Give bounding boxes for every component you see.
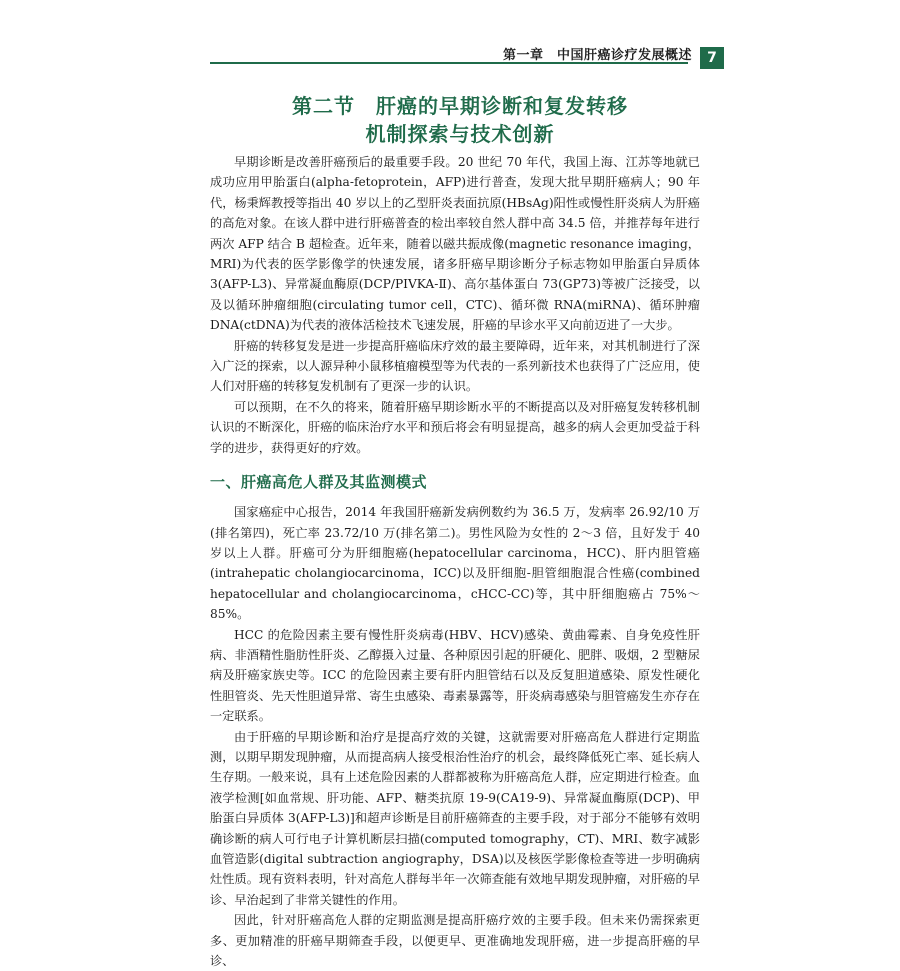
paragraph-conclusion: 因此，针对肝癌高危人群的定期监测是提高肝癌疗效的主要手段。但未来仍需探索更多、更加精准的肝癌早期筛查手段，以便更早、更准确地发现肝癌，进一步提高肝癌的早诊、 bbox=[210, 913, 700, 969]
section-title-line-2: 机制探索与技术创新 bbox=[365, 122, 555, 146]
paragraph-epidemiology: 国家癌症中心报告，2014 年我国肝癌新发病例数约为 36.5 万，发病率 26.92/10 万(排名第四)，死亡率 23.72/10 万(排名第二)。男性风险为女性的 2～3 倍，且好发于 40 岁以上人群。肝癌可分为肝细胞癌(hepatocellular carcinoma，HCC)、肝内胆管癌(intrahepatic cholangiocarcinoma，ICC)以及肝细胞-胆管细胞混合性癌(combined hepatocellular and cholangiocarcinoma，cHCC-CC)等，其中肝细胞癌占 75%～85%。 bbox=[210, 505, 700, 622]
paragraph-outlook: 可以预期，在不久的将来，随着肝癌早期诊断水平的不断提高以及对肝癌复发转移机制认识的不断深化，肝癌的临床治疗水平和预后将会有明显提高，越多的病人会更加受益于科学的进步，获得更好的疗效。 bbox=[210, 399, 700, 455]
paragraph-surveillance: 由于肝癌的早期诊断和治疗是提高疗效的关键，这就需要对肝癌高危人群进行定期监测，以期早期发现肿瘤，从而提高病人接受根治性治疗的机会，最终降低死亡率、延长病人生存期。一般来说，具有上述危险因素的人群都被称为肝癌高危人群，应定期进行检查。血液学检测[如血常规、肝功能、AFP、糖类抗原 19-9(CA19-9)、异常凝血酶原(DCP)、甲胎蛋白异质体 3(AFP-L3)]和超声诊断是目前肝癌筛查的主要手段，对于部分不能够有效明确诊断的病人可行电子计算机断层扫描(computed tomography，CT)、MRI、数字减影血管造影(digital subtraction angiography，DSA)以及核医学影像检查等进一步明确病灶性质。现有资料表明，针对高危人群每半年一次筛查能有效地早期发现肿瘤，对肝癌的早诊、早治起到了非常关键性的作用。 bbox=[210, 729, 700, 907]
paragraph-early-diagnosis: 早期诊断是改善肝癌预后的最重要手段。20 世纪 70 年代，我国上海、江苏等地就已成功应用甲胎蛋白(alpha-fetoprotein，AFP)进行普查，发现大批早期肝癌病人；90 年代，杨秉辉教授等指出 40 岁以上的乙型肝炎表面抗原(HBsAg)阳性或慢性肝炎病人为肝癌的高危对象。在该人群中进行肝癌普查的检出率较自然人群中高 34.5 倍，并推荐每年进行两次 AFP 结合 B 超检查。近年来，随着以磁共振成像(magnetic resonance imaging，MRI)为代表的医学影像学的快速发展，诸多肝癌早期诊断分子标志物如甲胎蛋白异质体 3(AFP-L3)、异常凝血酶原(DCP/PIVKA-Ⅱ)、高尔基体蛋白 73(GP73)等被广泛接受，以及以循环肿瘤细胞(circulating tumor cell，CTC)、循环微 RNA(miRNA)、循环肿瘤 DNA(ctDNA)为代表的液体活检技术飞速发展，肝癌的早诊水平又向前迈进了一大步。 bbox=[210, 155, 700, 333]
section-title bbox=[210, 92, 710, 148]
running-header-chapter: 第一章 中国肝癌诊疗发展概述 bbox=[502, 48, 692, 63]
page-number: 7 bbox=[700, 47, 724, 69]
paragraph-risk-factors: HCC 的危险因素主要有慢性肝炎病毒(HBV、HCV)感染、黄曲霉素、自身免疫性肝病、非酒精性脂肪性肝炎、乙醇摄入过量、各种原因引起的肝硬化、肥胖、吸烟，2 型糖尿病及肝癌家族史等。ICC 的危险因素主要有肝内胆管结石以及反复胆道感染、原发性硬化性胆管炎、先天性胆道异常、寄生虫感染、毒素暴露等，肝炎病毒感染与胆管癌发生亦存在一定联系。 bbox=[210, 627, 700, 724]
body-text bbox=[210, 152, 700, 971]
section-title-line-1: 第二节 肝癌的早期诊断和复发转移 bbox=[292, 94, 628, 118]
paragraph-recurrence: 肝癌的转移复发是进一步提高肝癌临床疗效的最主要障碍，近年来，对其机制进行了深入广泛的探索，以人源异种小鼠移植瘤模型等为代表的一系列新技术也获得了广泛应用，使人们对肝癌的转移复发机制有了更深一步的认识。 bbox=[210, 338, 700, 394]
subsection-heading: 一、肝癌高危人群及其监测模式 bbox=[210, 473, 428, 492]
